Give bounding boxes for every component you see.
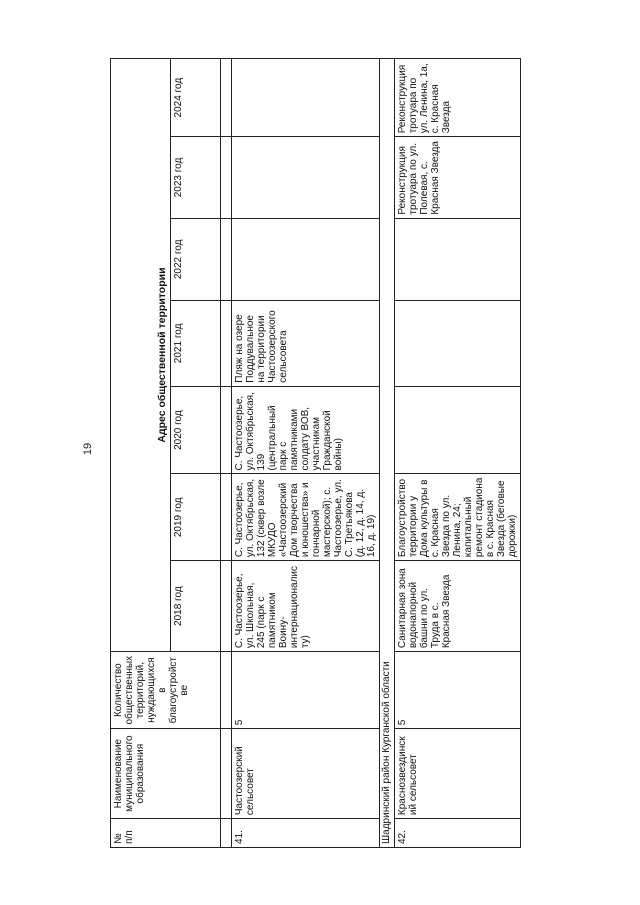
header-name: Наименование муниципального образования [111,729,221,819]
row-address-2024 [232,59,380,137]
page-number: 19 [82,442,95,456]
row-address-2018: С. Частоозерье, ул. Школьная, 245 (парк с памятником Воину-интернационалисту) [232,561,380,652]
row-address-2022 [395,218,521,300]
region-label: Шадринский район Курганской области [380,59,395,848]
header-year-2019: 2019 год [171,474,221,561]
row-address-2023: Реконструкция тротуара по ул. Полевая, с. Красная Звезда [395,137,521,218]
row-address-2021: Пляж на озере Поддувальное на территории Частоозерского сельсовета [232,301,380,387]
table-row [395,59,521,848]
public-territories-table [110,58,521,848]
region-row [380,59,395,848]
row-address-2019: Благоустройство территории у Дома культуры в с. Красная Звезда по ул. Ленина, 24; капитальный ремонт стадиона в с. Красная Звезда (беговые дорожки) [395,474,521,561]
separator-row [221,59,232,848]
row-address-2020: С. Частоозерье, ул. Октябрьская, 139 (центральный парк с памятниками солдату ВОВ, участникам Гражданской войны) [232,386,380,474]
row-address-2023 [232,137,380,218]
header-year-2018: 2018 год [171,561,221,652]
header-count: Количество общественных территорий, нуждающихся в благоустройстве [111,652,221,729]
row-number: 42. [395,819,521,848]
header-row-top [111,59,171,848]
row-address-2018: Санитарная зона водонапорной башни по ул. Труда в с. Красная Звезда [395,561,521,652]
row-municipality-name: Краснозвездинский сельсовет [395,729,521,819]
header-year-2020: 2020 год [171,386,221,474]
row-number: 41. [232,819,380,848]
header-address-group: Адрес общественной территории [111,59,171,652]
header-no: № п/п [111,819,221,848]
table-row [232,59,380,848]
header-year-2021: 2021 год [171,301,221,387]
row-address-2022 [232,218,380,300]
row-address-2021 [395,301,521,387]
row-territory-count: 5 [232,652,380,729]
row-municipality-name: Частоозерский сельсовет [232,729,380,819]
header-year-2023: 2023 год [171,137,221,218]
row-address-2024: Реконструкция тротуара по ул. Ленина, 1а, с. Красная Звезда [395,59,521,137]
row-territory-count: 5 [395,652,521,729]
rotated-table-container [110,58,590,848]
header-year-2022: 2022 год [171,218,221,300]
header-year-2024: 2024 год [171,59,221,137]
row-address-2019: С. Частоозерье, ул. Октябрьская, 132 (сквер возле МКУДО «Частоозерский Дом творчества и юношества» и гончарной мастерской); с. Частоозерье, ул. С. Третьякова (д. 12, д. 14, д. 16, д. 19) [232,474,380,561]
row-address-2020 [395,386,521,474]
